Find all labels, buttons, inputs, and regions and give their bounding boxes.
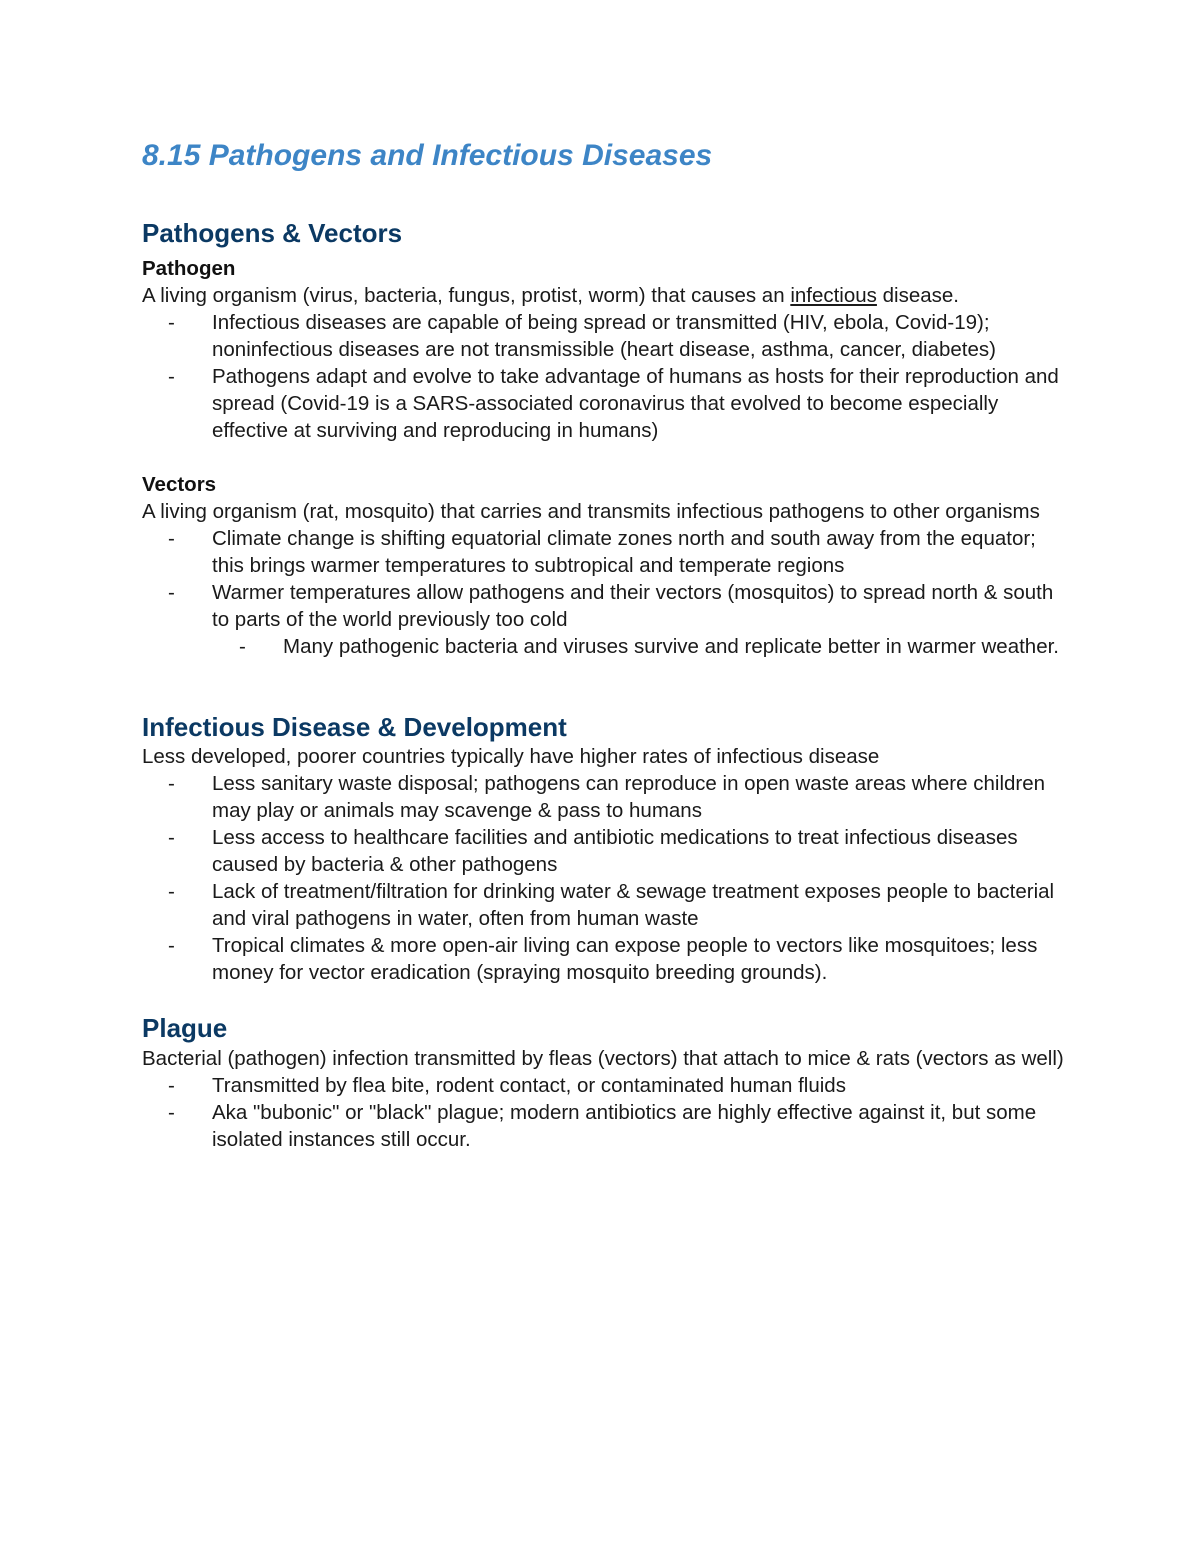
list-item: - Climate change is shifting equatorial climate zones north and south away from the equator; this brings warmer temperatures to subtropical and temperate regions bbox=[212, 525, 1072, 579]
pathogen-bullet-list bbox=[142, 309, 1072, 444]
pathogen-definition-suffix: disease. bbox=[876, 284, 959, 308]
section-heading-pathogens-vectors: Pathogens & Vectors bbox=[142, 218, 403, 248]
vectors-bullet-list bbox=[142, 525, 1072, 660]
list-item: - Infectious diseases are capable of being spread or transmitted (HIV, ebola, Covid-19); noninfectious diseases are not transmissible (heart disease, asthma, cancer, diabetes) bbox=[212, 309, 1072, 363]
vectors-nested-bullet-list bbox=[212, 633, 1072, 660]
subheading-pathogen: Pathogen bbox=[142, 257, 236, 281]
list-item: - Lack of treatment/filtration for drinking water & sewage treatment exposes people to bacterial and viral pathogens in water, often from human waste bbox=[212, 878, 1072, 932]
list-item-text: Warmer temperatures allow pathogens and their vectors (mosquitos) to spread north & south to parts of the world previously too cold bbox=[212, 581, 1054, 632]
plague-intro: Bacterial (pathogen) infection transmitted by fleas (vectors) that attach to mice & rats (vectors as well) bbox=[142, 1046, 1064, 1070]
list-item bbox=[212, 579, 1072, 660]
list-item: - Many pathogenic bacteria and viruses survive and replicate better in warmer weather. bbox=[283, 633, 1072, 660]
list-item: - Transmitted by flea bite, rodent contact, or contaminated human fluids bbox=[212, 1072, 1072, 1099]
pathogen-definition-prefix: A living organism (virus, bacteria, fungus, protist, worm) that causes an bbox=[142, 284, 791, 308]
list-item: - Aka "bubonic" or "black" plague; modern antibiotics are highly effective against it, but some isolated instances still occur. bbox=[212, 1099, 1072, 1153]
subheading-vectors: Vectors bbox=[142, 473, 217, 497]
list-item: - Less sanitary waste disposal; pathogens can reproduce in open waste areas where children may play or animals may scavenge & pass to humans bbox=[212, 770, 1072, 824]
pathogen-definition bbox=[142, 282, 1072, 309]
list-item: - Tropical climates & more open-air living can expose people to vectors like mosquitoes; less money for vector eradication (spraying mosquito breeding grounds). bbox=[212, 932, 1072, 986]
development-bullet-list bbox=[142, 770, 1072, 986]
document-title: 8.15 Pathogens and Infectious Diseases bbox=[142, 139, 713, 172]
development-intro: Less developed, poorer countries typically have higher rates of infectious disease bbox=[142, 745, 880, 769]
list-item: - Pathogens adapt and evolve to take advantage of humans as hosts for their reproduction and spread (Covid-19 is a SARS-associated coronavirus that evolved to become especially effective at surviving and reproducing in humans) bbox=[212, 363, 1072, 444]
vectors-definition: A living organism (rat, mosquito) that carries and transmits infectious pathogens to other organisms bbox=[142, 500, 1040, 524]
plague-bullet-list bbox=[142, 1072, 1072, 1153]
section-heading-plague: Plague bbox=[142, 1013, 228, 1044]
document-page bbox=[142, 138, 1072, 1153]
list-item: - Less access to healthcare facilities and antibiotic medications to treat infectious diseases caused by bacteria & other pathogens bbox=[212, 824, 1072, 878]
section-heading-infectious-disease-development: Infectious Disease & Development bbox=[142, 712, 567, 743]
pathogen-definition-underlined: infectious bbox=[790, 284, 877, 308]
